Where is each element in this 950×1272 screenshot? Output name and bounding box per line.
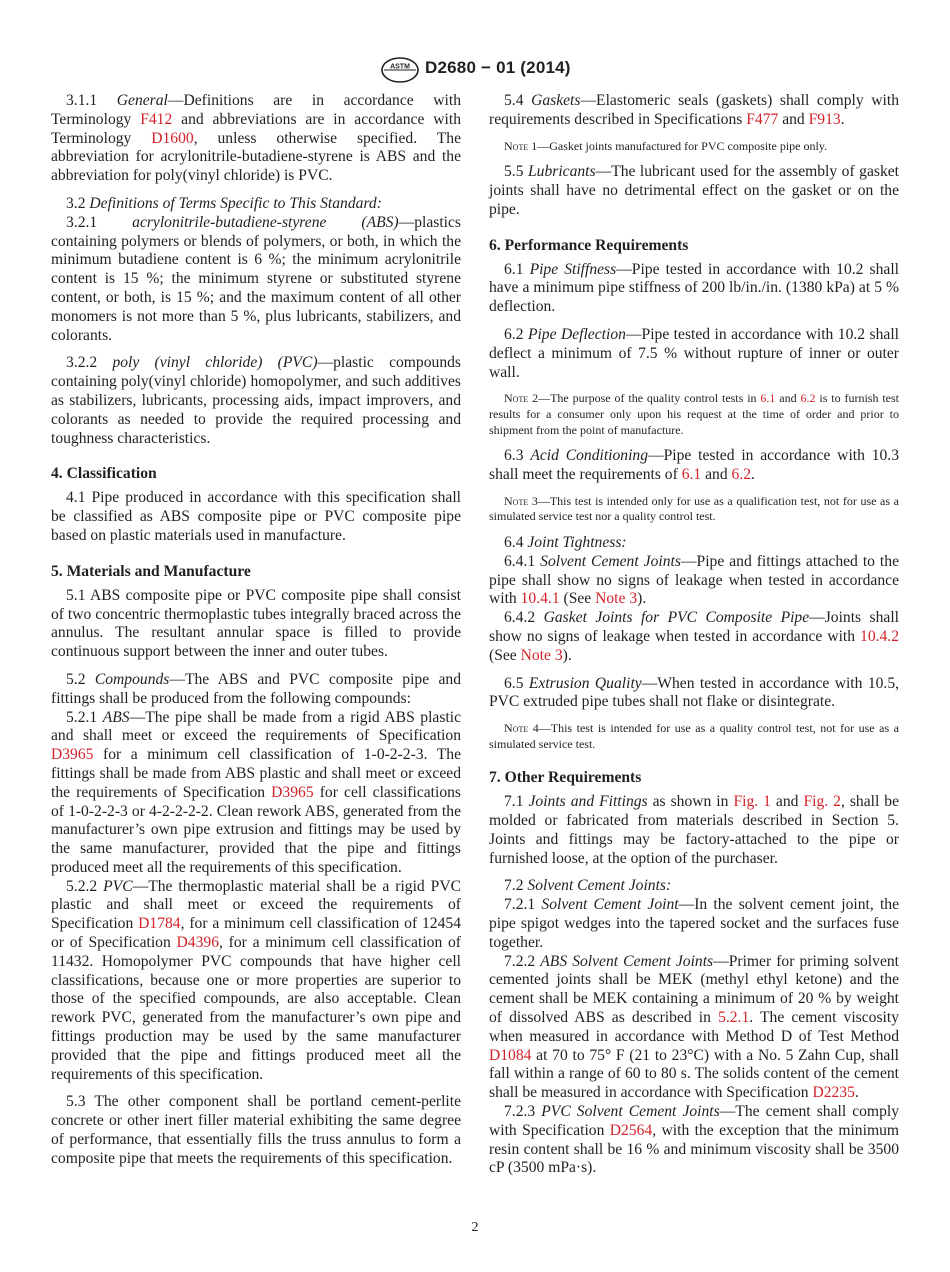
link-d3965[interactable]: D3965: [51, 746, 94, 764]
right-column: [489, 92, 899, 1187]
para-4-1: 4.1 Pipe produced in accordance with this specification shall be classified as ABS composite pipe or PVC composite pipe based on plastic materials used in manufacture.: [51, 489, 461, 544]
heading-other-requirements: 7. Other Requirements: [489, 769, 642, 787]
para-6-1: 6.1 Pipe Stiffness—Pipe tested in accordance with 10.2 shall have a minimum pipe stiffness of 200 lb/in./in. (1380 kPa) at 5 % deflection.: [489, 260, 899, 316]
para-3-1-1: 3.1.1 General—Definitions are in accordance with Terminology F412 and abbreviations are in accordance with Terminology D1600, unless otherwise specified. The abbreviation for acrylonitrile-butadiene-styrene is ABS and the abbreviation for poly(vinyl chloride) is PVC.: [51, 92, 461, 185]
link-f477[interactable]: F477: [746, 110, 779, 128]
page-number: 2: [471, 1220, 479, 1235]
heading-performance: 6. Performance Requirements: [489, 236, 689, 254]
para-5-4: 5.4 Gaskets—Elastomeric seals (gaskets) shall comply with requirements described in Specifications F477 and F913.: [489, 92, 899, 128]
link-6-1[interactable]: 6.1: [760, 391, 776, 406]
link-f412[interactable]: F412: [140, 110, 173, 128]
link-d2235[interactable]: D2235: [812, 1084, 855, 1102]
link-d1784[interactable]: D1784: [138, 915, 181, 933]
para-5-5: 5.5 Lubricants—The lubricant used for the assembly of gasket joints shall have no detrimental effect on the gasket or on the pipe.: [489, 163, 900, 218]
para-6-4: 6.4 Joint Tightness:: [504, 533, 627, 551]
link-6-2[interactable]: 6.2: [800, 391, 816, 406]
para-7-2-2: 7.2.2 ABS Solvent Cement Joints—Primer for priming solvent cemented joints shall be MEK (methyl ethyl ketone) and the cement shall be MEK containing a minimum of 20 % by weight of dissolved ABS as described in 5.2.1. The cement viscosity when measured in accordance with Method D of Test Method D1084 at 70 to 75° F (21 to 23°C) with a No. 5 Zahn Cup, shall fall within a range of 60 to 80 s. The solids content of the cement shall be measured in accordance with Specification D2235.: [489, 952, 899, 1102]
link-d3965-2[interactable]: D3965: [271, 783, 314, 801]
link-d2564[interactable]: D2564: [609, 1121, 653, 1139]
astm-logo-icon: [380, 57, 420, 83]
link-6-2-b[interactable]: 6.2: [731, 465, 752, 483]
link-note-3[interactable]: Note 3: [595, 590, 638, 608]
logo-text: ASTM: [390, 63, 410, 71]
note-1: Note 1—Gasket joints manufactured for PVC composite pipe only.: [504, 138, 828, 153]
link-d4396[interactable]: D4396: [176, 934, 219, 952]
para-7-2: 7.2 Solvent Cement Joints:: [504, 877, 672, 895]
para-6-3: 6.3 Acid Conditioning—Pipe tested in accordance with 10.3 shall meet the requirements of 6.1 and 6.2.: [489, 447, 900, 483]
para-6-2: 6.2 Pipe Deflection—Pipe tested in accordance with 10.2 shall deflect a minimum of 7.5 % without rupture of inner or outer wall.: [489, 325, 899, 381]
left-column: [51, 92, 461, 1178]
link-10-4-1[interactable]: 10.4.1: [520, 590, 560, 608]
para-5-2-1: 5.2.1 ABS—The pipe shall be made from a rigid ABS plastic and shall meet or exceed the requirements of Specification D3965 for a minimum cell classification of 1-0-2-2-3. The fittings shall be made from ABS plastic and shall meet or exceed the requirements of Specification D3965 for cell classifications of 1-0-2-2-3 or 4-2-2-2-2. Clean rework ABS, generated from the manufacturer’s own pipe extrusion and fittings may be used by the same manufacturer, provided that the pipe and fittings produced meet all the requirements of this specification.: [51, 708, 461, 876]
para-7-1: 7.1 Joints and Fittings as shown in Fig. 1 and Fig. 2, shall be molded or fabricated from materials described in Section 5. Joints and fittings may be factory-attached to the pipe or furnished loose, at the option of the purchaser.: [489, 793, 899, 867]
para-7-2-1: 7.2.1 Solvent Cement Joint—In the solvent cement joint, the pipe spigot wedges into the tapered socket and the surfaces fuse together.: [489, 896, 900, 951]
link-d1600[interactable]: D1600: [151, 129, 194, 147]
page-header: [0, 57, 950, 85]
link-5-2-1[interactable]: 5.2.1: [718, 1009, 750, 1027]
para-6-5: 6.5 Extrusion Quality—When tested in accordance with 10.5, PVC extruded pipe tubes shall not flake or disintegrate.: [489, 674, 900, 711]
heading-classification: 4. Classification: [51, 465, 157, 483]
note-4: Note 4—This test is intended for use as a quality control test, not for use as a simulated service test.: [489, 721, 899, 751]
note-2: Note 2—The purpose of the quality control tests in 6.1 and 6.2 is to furnish test results for a consumer only upon his request at the time of order and prior to shipment from the point of manufacture.: [489, 391, 900, 437]
para-6-4-2: 6.4.2 Gasket Joints for PVC Composite Pipe—Joints shall show no signs of leakage when tested in accordance with 10.4.2 (See Note 3).: [489, 609, 899, 664]
link-6-1-b[interactable]: 6.1: [681, 465, 702, 483]
link-note-3-b[interactable]: Note 3: [520, 646, 563, 664]
para-7-2-3: 7.2.3 PVC Solvent Cement Joints—The cement shall comply with Specification D2564, with the exception that the minimum resin content shall be 16 % and minimum viscosity shall be 3500 cP (3500 mPa·s).: [489, 1103, 899, 1177]
standard-designation: D2680 − 01 (2014): [425, 58, 571, 77]
para-5-1: 5.1 ABS composite pipe or PVC composite pipe shall consist of two concentric thermoplastic tubes integrally braced across the annulus. The resultant annular space is filled to provide continuous support between the inner and outer tubes.: [51, 586, 461, 661]
para-3-2-2: 3.2.2 poly (vinyl chloride) (PVC)—plastic compounds containing poly(vinyl chloride) homopolymer, and such additives as stabilizers, lubricants, processing aids, impact improvers, and colorants as needed to provide the required processing and toughness characteristics.: [51, 354, 461, 447]
link-fig-2[interactable]: Fig. 2: [803, 793, 841, 811]
note-3: Note 3—This test is intended only for use as a qualification test, not for use as a simulated service test nor a quality control test.: [489, 493, 899, 524]
link-fig-1[interactable]: Fig. 1: [733, 793, 771, 811]
link-d1084[interactable]: D1084: [489, 1046, 532, 1064]
para-6-4-1: 6.4.1 Solvent Cement Joints—Pipe and fittings attached to the pipe shall show no signs of leakage when tested in accordance with 10.4.1 (See Note 3).: [489, 552, 899, 608]
para-3-2: 3.2 Definitions of Terms Specific to This Standard:: [66, 194, 382, 212]
para-5-3: 5.3 The other component shall be portland cement-perlite concrete or other inert filler material exhibiting the same degree of performance, that essentially fills the truss annulus to form a composite pipe that meets the requirements of this specification.: [51, 1093, 461, 1167]
para-3-2-1: 3.2.1 acrylonitrile-butadiene-styrene (ABS)—plastics containing polymers or blends of polymers, or both, in which the minimum butadiene content is 6 %; the minimum acrylonitrile content is 15 %; the minimum styrene or substituted styrene content, or both, is 15 %; and the maximum content of all other monomers is not more than 5 %, plus lubricants, stabilizers, and colorants.: [51, 213, 461, 344]
para-5-2-2: 5.2.2 PVC—The thermoplastic material shall be a rigid PVC plastic and shall meet or exceed the requirements of Specification D1784, for a minimum cell classification of 12454 or of Specification D4396, for a minimum cell classification of 11432. Homopolymer PVC compounds that have higher cell classifications, because one or more properties are superior to those of the specified compounds, are also acceptable. Clean rework PVC, generated from the manufacturer’s own pipe and fittings production may be used by the same manufacturer provided that the pipe and fittings produced meet all the requirements of this specification.: [51, 877, 461, 1083]
heading-materials: 5. Materials and Manufacture: [51, 562, 251, 580]
para-5-2: 5.2 Compounds—The ABS and PVC composite pipe and fittings shall be produced from the following compounds:: [51, 670, 462, 707]
link-f913[interactable]: F913: [808, 110, 841, 128]
link-10-4-2[interactable]: 10.4.2: [860, 627, 899, 645]
